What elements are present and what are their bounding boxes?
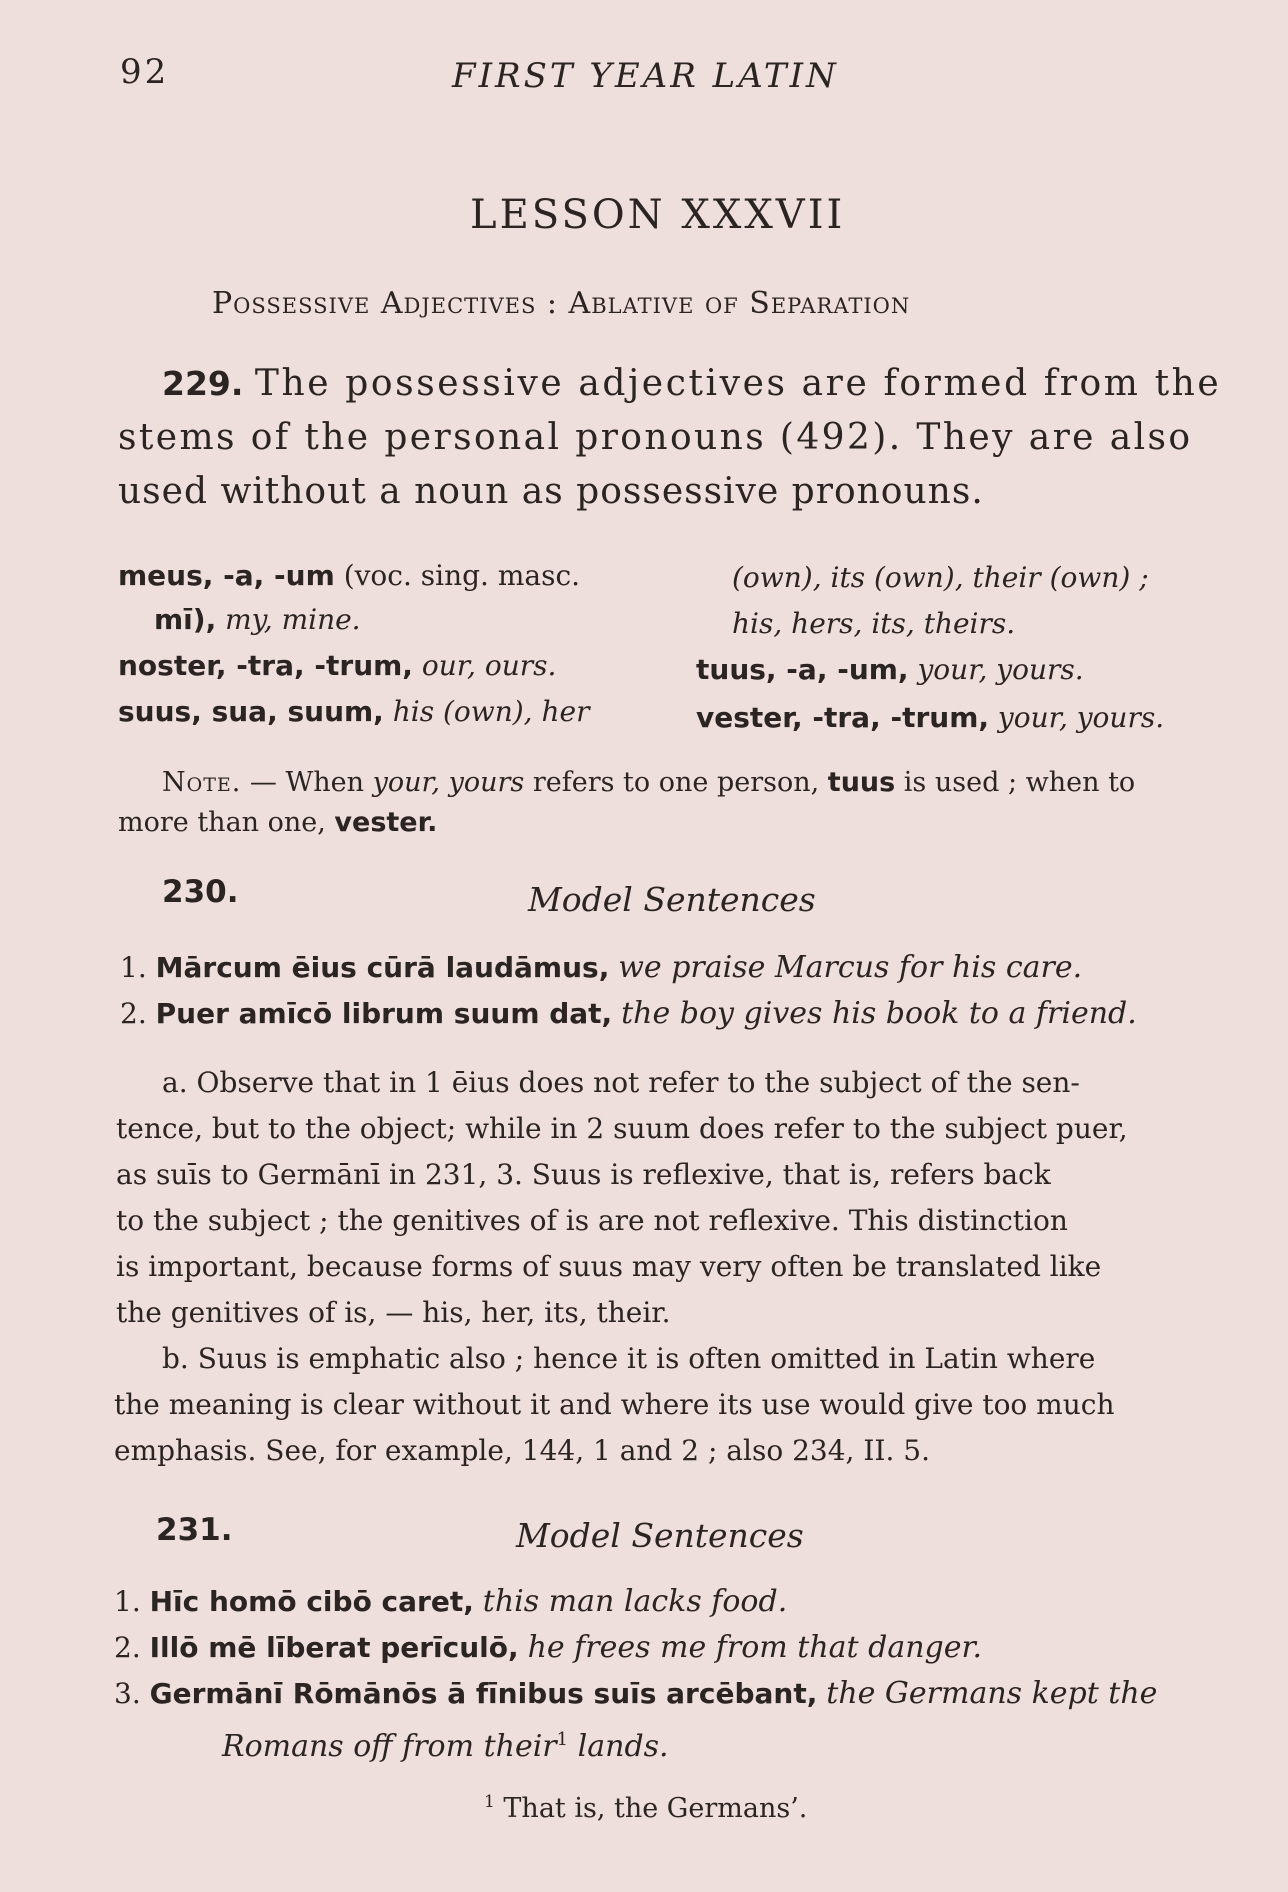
latin-form: vester, -tra, -trum, xyxy=(696,701,990,734)
gloss: your, yours. xyxy=(917,653,1084,686)
latin-form: mī), xyxy=(154,603,217,636)
page-number: 92 xyxy=(120,52,170,92)
form-entry-meus-cont xyxy=(154,598,361,642)
footnote-marker: 1 xyxy=(484,1792,495,1812)
footnote-text: That is, the Germans’. xyxy=(503,1793,808,1824)
lesson-subtitle: Possessive Adjectives : Ablative of Separation xyxy=(212,286,911,321)
model-sentence xyxy=(114,1626,982,1670)
latin-form: tuus, -a, -um, xyxy=(696,653,909,686)
latin-form: suus, sua, suum, xyxy=(118,695,384,728)
form-entry-meus xyxy=(118,554,580,598)
section-number: 231. xyxy=(156,1512,233,1548)
english-translation: he frees me from that danger. xyxy=(527,1630,983,1665)
gloss: your, yours. xyxy=(997,701,1165,734)
english-translation: lands. xyxy=(577,1729,669,1764)
note-line-2 xyxy=(118,800,437,845)
form-entry-suus-cont: (own), its (own), their (own) ; xyxy=(732,561,1149,594)
gloss: his (own), her xyxy=(392,695,590,728)
paragraph-a-line: a. Observe that in 1 ēius does not refer to the subject of the sen- xyxy=(162,1066,1080,1099)
english-translation: the Germans kept the xyxy=(826,1676,1158,1711)
note-text: refers to one person, xyxy=(524,767,828,798)
model-sentence-cont xyxy=(222,1718,669,1769)
latin-sentence: Hīc homō cibō caret, xyxy=(149,1585,474,1618)
footnote-marker: 1 xyxy=(556,1729,569,1750)
latin-sentence: Mārcum ēius cūrā laudāmus, xyxy=(155,951,610,984)
gloss: my, mine. xyxy=(225,603,361,636)
text-line: used without a noun as possessive pronouns. xyxy=(118,471,984,512)
section-229-paragraph xyxy=(162,358,1221,410)
paragraph-b-line: emphasis. See, for example, 144, 1 and 2 ; also 234, II. 5. xyxy=(114,1434,930,1467)
note-text: your, yours xyxy=(372,767,525,798)
paragraph-a-line: as suīs to Germānī in 231, 3. Suus is reflexive, that is, refers back xyxy=(116,1158,1051,1191)
note-text: is used ; when to xyxy=(895,767,1136,798)
sentence-number: 2. xyxy=(120,997,147,1030)
latin-sentence: Illō mē līberat perīculō, xyxy=(149,1631,519,1664)
lesson-title: LESSON XXXVII xyxy=(470,192,846,238)
paragraph-b-line: the meaning is clear without it and where its use would give too much xyxy=(114,1388,1115,1421)
note-text: more than one, xyxy=(118,807,335,838)
note-text: — When xyxy=(241,767,373,798)
gloss: our, ours. xyxy=(421,649,557,682)
section-heading: Model Sentences xyxy=(516,1516,804,1555)
paragraph-a-line: the genitives of is, — his, her, its, their. xyxy=(116,1296,671,1329)
paragraph-b-line: b. Suus is emphatic also ; hence it is often omitted in Latin where xyxy=(162,1342,1096,1375)
english-translation: the boy gives his book to a friend. xyxy=(621,996,1137,1031)
section-number: 230. xyxy=(162,874,239,910)
gloss: (voc. sing. masc. xyxy=(343,559,581,592)
model-sentence xyxy=(114,1672,1157,1716)
text-line: The possessive adjectives are formed from the xyxy=(254,363,1222,404)
model-sentence xyxy=(120,946,1082,990)
sentence-number: 2. xyxy=(114,1631,141,1664)
paragraph-a-line: tence, but to the object; while in 2 suum does refer to the subject puer, xyxy=(116,1112,1128,1145)
text-line: stems of the personal pronouns (492). They are also xyxy=(118,417,1193,458)
english-translation: we praise Marcus for his care. xyxy=(618,950,1083,985)
paragraph-a-line: is important, because forms of suus may very often be translated like xyxy=(116,1250,1102,1283)
paragraph-a-line: to the subject ; the genitives of is are not reflexive. This distinction xyxy=(116,1204,1068,1237)
note-text: vester. xyxy=(334,807,438,838)
form-entry-suus-cont2: his, hers, its, theirs. xyxy=(732,607,1016,640)
running-title: FIRST YEAR LATIN xyxy=(452,56,839,96)
note-text: tuus xyxy=(827,767,896,798)
section-number: 229. xyxy=(162,364,244,403)
sentence-number: 1. xyxy=(114,1585,141,1618)
english-translation: Romans off from their xyxy=(222,1729,557,1764)
form-entry-tuus xyxy=(696,648,1084,692)
model-sentence xyxy=(114,1580,787,1624)
section-heading: Model Sentences xyxy=(528,880,816,919)
model-sentence xyxy=(120,992,1137,1036)
sentence-number: 1. xyxy=(120,951,147,984)
latin-sentence: Puer amīcō librum suum dat, xyxy=(155,997,613,1030)
english-translation: this man lacks food. xyxy=(482,1584,788,1619)
form-entry-noster xyxy=(118,644,556,688)
latin-form: noster, -tra, -trum, xyxy=(118,649,413,682)
note-label: Note. xyxy=(162,767,242,798)
footnote xyxy=(484,1780,807,1831)
latin-form: meus, -a, -um xyxy=(118,559,335,592)
form-entry-vester xyxy=(696,696,1164,740)
sentence-number: 3. xyxy=(114,1677,141,1710)
latin-sentence: Germānī Rōmānōs ā fīnibus suīs arcēbant, xyxy=(149,1677,818,1710)
note-line-1 xyxy=(162,760,1135,805)
form-entry-suus xyxy=(118,690,589,734)
